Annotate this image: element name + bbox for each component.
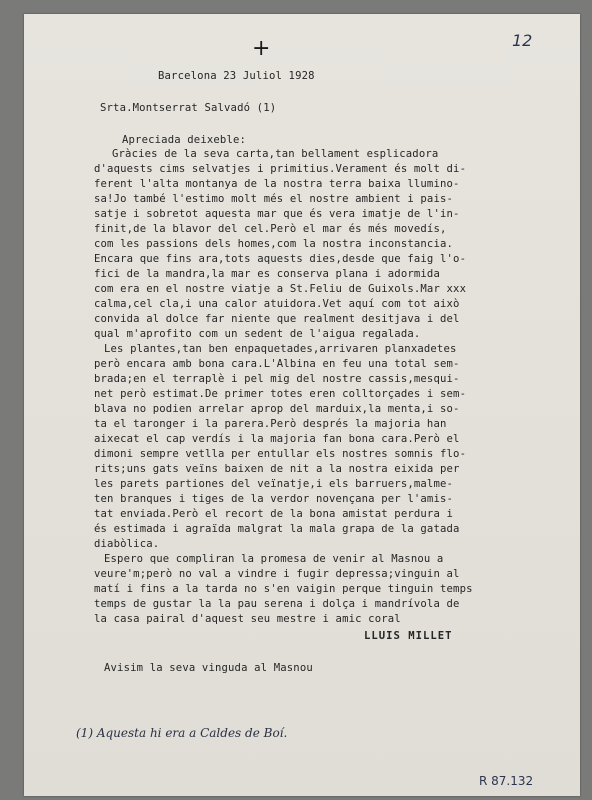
body-line: temps de gustar la la pau serena i dolça i mandrívola de bbox=[94, 598, 460, 610]
body-line: diabòlica. bbox=[94, 538, 160, 550]
body-line: com les passions dels homes,com la nostra inconstancia. bbox=[94, 238, 454, 250]
recipient-line: Srta.Montserrat Salvadó (1) bbox=[100, 102, 277, 114]
body-line: finit,de la blavor del cel.Però el mar és més movedís, bbox=[94, 223, 447, 235]
cross-mark: + bbox=[252, 36, 271, 61]
body-line: brada;en el terraplè i pel mig del nostre cassis,mesqui- bbox=[94, 373, 460, 385]
body-line: qual m'aprofito com un sedent de l'aigua regalada. bbox=[94, 328, 421, 340]
body-line: les parets partiones del veïnatje,i els barruers,malme- bbox=[94, 478, 454, 490]
body-line: convida al dolce far niente que realment desitjava i del bbox=[94, 313, 460, 325]
body-line: d'aquests cims selvatjes i primitius.Verament és molt di- bbox=[94, 163, 467, 175]
salutation: Apreciada deixeble: bbox=[122, 134, 247, 146]
handwritten-note: (1) Aquesta hi era a Caldes de Boí. bbox=[76, 726, 288, 740]
page-number: 12 bbox=[512, 31, 533, 50]
body-line: Espero que compliran la promesa de venir al Masnou a bbox=[104, 553, 444, 565]
body-line: ferent l'alta montanya de la nostra terra baixa llumino- bbox=[94, 178, 460, 190]
postscript: Avisim la seva vinguda al Masnou bbox=[104, 662, 313, 674]
body-line: la casa pairal d'aquest seu mestre i amic coral bbox=[94, 613, 401, 625]
body-line: matí i fins a la tarda no s'en vaigin perque tinguin temps bbox=[94, 583, 473, 595]
signature: LLUIS MILLET bbox=[364, 630, 453, 642]
body-line: com era en el nostre viatje a St.Feliu de Guixols.Mar xxx bbox=[94, 283, 467, 295]
body-line: net però estimat.De primer totes eren colltorçades i sem- bbox=[94, 388, 467, 400]
body-line: Gràcies de la seva carta,tan bellament esplicadora bbox=[112, 148, 439, 160]
body-line: Les plantes,tan ben enpaquetades,arrivaren planxadetes bbox=[104, 343, 457, 355]
body-line: però encara amb bona cara.L'Albina en feu una total sem- bbox=[94, 358, 460, 370]
body-line: sa!Jo també l'estimo molt més el nostre ambient i pais- bbox=[94, 193, 454, 205]
body-line: ta el taronger i la parera.Però després la majoria han bbox=[94, 418, 447, 430]
letter-page bbox=[24, 14, 580, 796]
body-line: veure'm;però no val a vindre i fugir depressa;vinguin al bbox=[94, 568, 460, 580]
body-line: Encara que fins ara,tots aquests dies,desde que faig l'o- bbox=[94, 253, 467, 265]
body-line: rits;uns gats veïns baixen de nit a la nostra eixida per bbox=[94, 463, 460, 475]
date-line: Barcelona 23 Juliol 1928 bbox=[158, 70, 315, 82]
body-line: ten branques i tiges de la verdor novençana per l'amis- bbox=[94, 493, 454, 505]
archive-reference: R 87.132 bbox=[479, 774, 534, 788]
body-line: fici de la mandra,la mar es conserva plana i adormida bbox=[94, 268, 440, 280]
body-line: és estimada i agraïda malgrat la mala grapa de la gatada bbox=[94, 523, 460, 535]
body-line: aixecat el cap verdís i la majoria fan bona cara.Però el bbox=[94, 433, 460, 445]
body-line: blava no podien arrelar aprop del marduix,la menta,i so- bbox=[94, 403, 460, 415]
body-line: dimoni sempre vetlla per entullar els nostres somnis flo- bbox=[94, 448, 467, 460]
body-line: satje i sobretot aquesta mar que és vera imatje de l'in- bbox=[94, 208, 460, 220]
body-line: tat enviada.Però el recort de la bona amistat perdura i bbox=[94, 508, 454, 520]
body-line: calma,cel cla,i una calor atuidora.Vet aquí com tot això bbox=[94, 298, 460, 310]
